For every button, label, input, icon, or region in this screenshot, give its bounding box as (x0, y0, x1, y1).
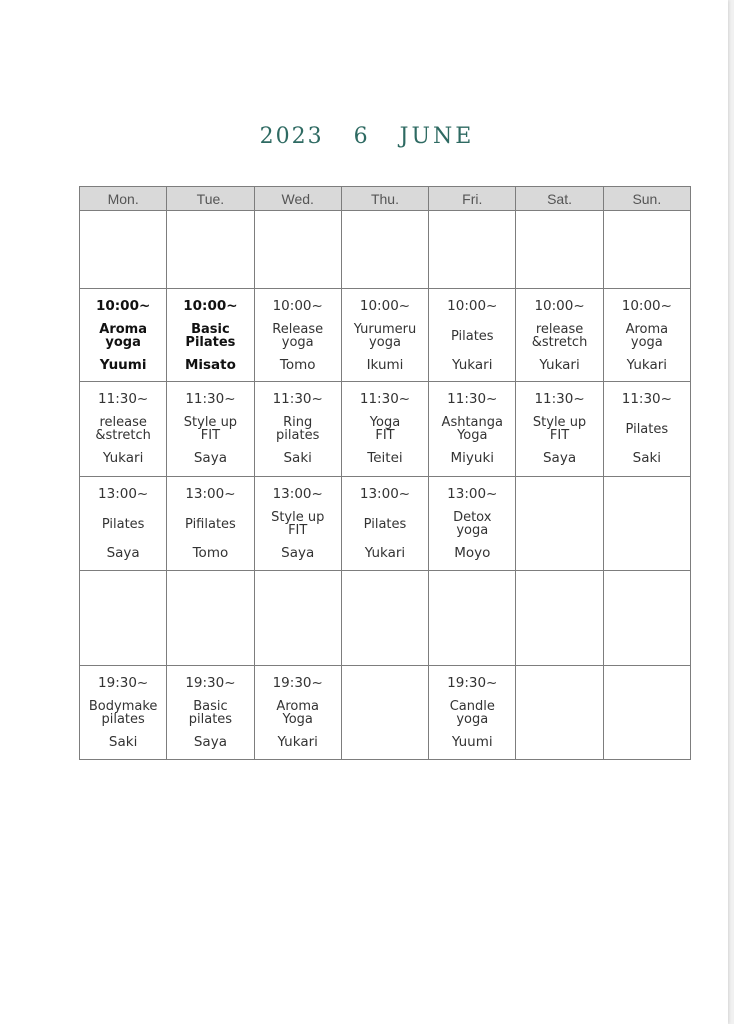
class-cell-thu (341, 289, 428, 382)
class-name: Candle yoga (449, 699, 495, 727)
day-header-sat: Sat. (516, 187, 603, 211)
empty-cell (254, 211, 341, 289)
schedule-row (80, 477, 691, 571)
class-time: 11:30~ (185, 391, 236, 407)
schedule-row (80, 382, 691, 477)
class-teacher: Misato (184, 357, 236, 373)
class-time: 13:00~ (447, 486, 498, 502)
class-entry (342, 382, 428, 476)
class-cell-fri (429, 382, 516, 477)
empty-cell (603, 211, 690, 289)
class-cell-tue (167, 382, 254, 477)
class-entry (342, 289, 428, 381)
class-cell-thu (341, 477, 428, 571)
class-entry (255, 477, 341, 570)
class-name: Aroma yoga (99, 322, 147, 350)
schedule-row (80, 289, 691, 382)
class-name: Aroma yoga (625, 322, 669, 350)
class-teacher: Saya (542, 450, 577, 466)
empty-cell (80, 571, 167, 666)
class-time: 11:30~ (359, 391, 411, 407)
empty-cell (80, 211, 167, 289)
class-entry (167, 477, 253, 570)
class-cell-tue (167, 289, 254, 382)
class-teacher: Yukari (102, 450, 144, 466)
class-entry (255, 382, 341, 476)
class-time: 10:00~ (621, 298, 672, 314)
class-teacher: Yuumi (99, 357, 147, 373)
day-header-tue: Tue. (167, 187, 254, 211)
class-cell-mon (80, 289, 167, 382)
class-time: 19:30~ (185, 675, 236, 691)
title-month-name: JUNE (399, 124, 475, 149)
class-time: 10:00~ (95, 298, 151, 314)
class-time: 11:30~ (98, 391, 149, 407)
empty-cell (603, 571, 690, 666)
class-name: Pilates (450, 328, 494, 344)
schedule-row (80, 211, 691, 289)
class-name: Pifilates (185, 516, 236, 532)
class-time: 11:30~ (621, 391, 672, 407)
class-teacher: Yukari (452, 357, 493, 373)
class-time: 11:30~ (447, 391, 498, 407)
class-cell-mon (80, 477, 167, 571)
class-cell-wed (254, 382, 341, 477)
class-teacher: Saki (108, 734, 138, 750)
empty-cell (341, 211, 428, 289)
class-time: 13:00~ (272, 486, 323, 502)
class-time: 10:00~ (183, 298, 238, 314)
class-name: Ring pilates (276, 415, 320, 443)
class-teacher: Tomo (279, 357, 316, 373)
class-cell-sun (603, 289, 690, 382)
class-cell-fri (429, 477, 516, 571)
empty-cell (167, 211, 254, 289)
class-entry (429, 477, 515, 570)
class-entry (516, 289, 602, 381)
empty-cell (341, 666, 428, 760)
class-time: 13:00~ (98, 486, 149, 502)
class-time: 19:30~ (98, 675, 149, 691)
empty-cell (516, 477, 603, 571)
class-entry (429, 382, 515, 476)
empty-cell (603, 666, 690, 760)
class-entry (255, 666, 341, 759)
schedule-table (79, 186, 691, 760)
class-entry (80, 289, 166, 381)
class-teacher: Miyuki (450, 450, 495, 466)
class-teacher: Saki (283, 450, 312, 466)
class-teacher: Saya (193, 450, 227, 466)
day-header-wed: Wed. (254, 187, 341, 211)
empty-cell (516, 211, 603, 289)
empty-cell (429, 571, 516, 666)
class-cell-fri (429, 289, 516, 382)
class-teacher: Yukari (364, 545, 406, 561)
class-time: 13:00~ (185, 486, 236, 502)
class-name: Ashtanga Yoga (441, 415, 503, 443)
day-header-fri: Fri. (429, 187, 516, 211)
class-cell-tue (167, 666, 254, 760)
class-teacher: Yukari (277, 734, 318, 750)
class-name: Style up FIT (183, 415, 238, 443)
class-name: Bodymake pilates (88, 699, 158, 727)
empty-cell (429, 211, 516, 289)
class-cell-wed (254, 477, 341, 571)
class-cell-sat (516, 382, 603, 477)
class-name: Pilates (101, 516, 145, 532)
class-name: Yoga FIT (369, 415, 401, 443)
class-teacher: Yuumi (451, 734, 493, 750)
class-entry (604, 382, 690, 476)
title-month-number: 6 (353, 124, 370, 149)
class-teacher: Yukari (539, 357, 580, 373)
class-name: Pilates (363, 516, 407, 532)
class-entry (80, 666, 166, 759)
day-header-sun: Sun. (603, 187, 690, 211)
class-teacher: Saya (193, 734, 227, 750)
class-teacher: Saya (106, 545, 140, 561)
class-entry (167, 666, 253, 759)
class-teacher: Saya (281, 545, 315, 561)
class-teacher: Moyo (454, 545, 491, 561)
class-entry (604, 289, 690, 381)
class-teacher: Saki (632, 450, 662, 466)
class-cell-thu (341, 382, 428, 477)
schedule-row (80, 571, 691, 666)
class-entry (167, 289, 253, 381)
class-time: 13:00~ (359, 486, 411, 502)
class-cell-mon (80, 666, 167, 760)
class-cell-sat (516, 289, 603, 382)
class-teacher: Tomo (192, 545, 229, 561)
class-name: Basic Pilates (185, 322, 236, 350)
class-time: 19:30~ (447, 675, 498, 691)
class-entry (342, 477, 428, 570)
empty-cell (516, 666, 603, 760)
class-time: 10:00~ (447, 298, 498, 314)
class-teacher: Ikumi (366, 357, 404, 373)
class-name: release &stretch (531, 322, 588, 350)
empty-cell (167, 571, 254, 666)
class-teacher: Yukari (626, 357, 668, 373)
class-entry (167, 382, 253, 476)
class-name: Detox yoga (453, 510, 492, 538)
class-entry (516, 382, 602, 476)
class-cell-mon (80, 382, 167, 477)
class-name: Basic pilates (188, 699, 233, 727)
class-cell-wed (254, 289, 341, 382)
class-time: 10:00~ (534, 298, 585, 314)
empty-cell (516, 571, 603, 666)
title-year: 2023 (259, 124, 324, 149)
class-time: 11:30~ (534, 391, 585, 407)
class-time: 10:00~ (272, 298, 323, 314)
class-name: Style up FIT (271, 510, 325, 538)
class-entry (255, 289, 341, 381)
class-name: Yurumeru yoga (353, 322, 417, 350)
class-entry (429, 289, 515, 381)
class-cell-wed (254, 666, 341, 760)
class-name: Pilates (625, 421, 669, 437)
empty-cell (603, 477, 690, 571)
class-time: 19:30~ (272, 675, 323, 691)
class-teacher: Teitei (367, 450, 403, 466)
class-time: 11:30~ (272, 391, 323, 407)
day-header-mon: Mon. (80, 187, 167, 211)
class-name: Aroma Yoga (276, 699, 319, 727)
empty-cell (341, 571, 428, 666)
day-header-row (80, 187, 691, 211)
class-entry (80, 477, 166, 570)
day-header-thu: Thu. (341, 187, 428, 211)
class-cell-fri (429, 666, 516, 760)
schedule-row (80, 666, 691, 760)
class-entry (429, 666, 515, 759)
page-title (0, 124, 734, 149)
class-time: 10:00~ (359, 298, 411, 314)
class-cell-tue (167, 477, 254, 571)
class-name: Release yoga (272, 322, 324, 350)
class-cell-sun (603, 382, 690, 477)
class-name: release &stretch (95, 415, 151, 443)
class-entry (80, 382, 166, 476)
empty-cell (254, 571, 341, 666)
class-name: Style up FIT (532, 415, 587, 443)
